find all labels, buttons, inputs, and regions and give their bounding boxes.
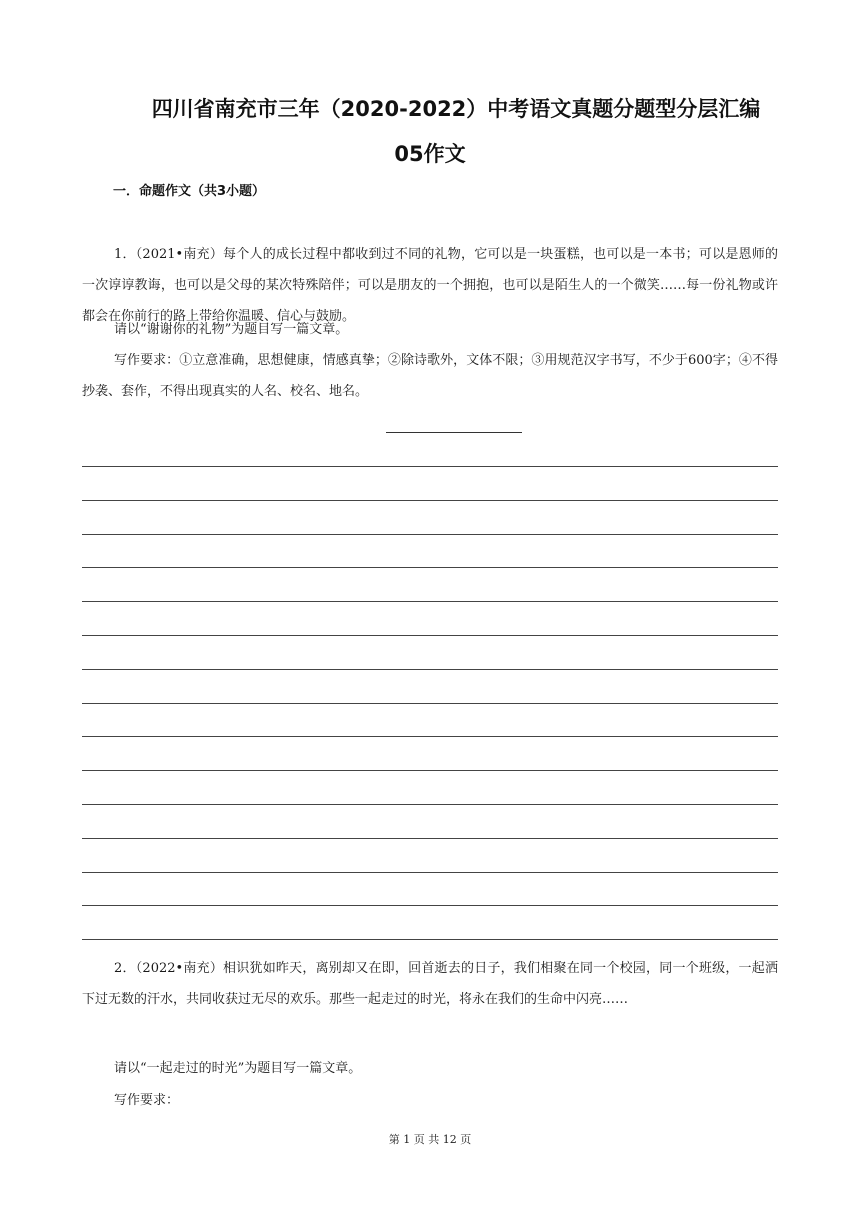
document-subtitle: 05作文 [394,142,466,166]
answer-line [82,905,778,906]
answer-line [82,838,778,839]
question-1-requirements: 写作要求：①立意准确，思想健康，情感真挚；②除诗歌外，文体不限；③用规范汉字书写，不少于600字；④不得抄袭、套作，不得出现真实的人名、校名、地名。 [82,353,778,399]
answer-line [82,601,778,602]
answer-line [82,804,778,805]
answer-line [82,500,778,501]
question-2-prompt: 2．（2022•南充）相识犹如昨天，离别却又在即，回首逝去的日子，我们相聚在同一个校园，同一个班级，一起洒下过无数的汗水，共同收获过无尽的欢乐。那些一起走过的时光，将永在我们的生命中闪亮…… [82,961,778,1007]
answer-line [82,567,778,568]
question-2-requirements: 写作要求： [114,1093,180,1108]
answer-line [82,770,778,771]
answer-line [82,939,778,940]
answer-line [82,703,778,704]
answer-line [82,872,778,873]
page-footer: 第 1 页 共 12 页 [388,1133,472,1146]
essay-title-blank [386,431,522,433]
section-heading: 一．命题作文（共3小题） [113,184,266,199]
document-title: 四川省南充市三年（2020-2022）中考语文真题分题型分层汇编 [151,97,761,121]
question-1-instruction: 请以“谢谢你的礼物”为题目写一篇文章。 [114,322,349,337]
question-1-prompt: 1．（2021•南充）每个人的成长过程中都收到过不同的礼物，它可以是一块蛋糕，也可以是一本书；可以是恩师的一次谆谆教诲，也可以是父母的某次特殊陪伴；可以是朋友的一个拥抱，也可以是陌生人的一个微笑……每一份礼物或许都会在你前行的路上带给你温暖、信心与鼓励。 [82,247,778,324]
answer-line [82,635,778,636]
answer-line [82,736,778,737]
answer-line [82,534,778,535]
answer-line [82,669,778,670]
answer-line [82,466,778,467]
question-2-instruction: 请以“一起走过的时光”为题目写一篇文章。 [114,1061,362,1076]
